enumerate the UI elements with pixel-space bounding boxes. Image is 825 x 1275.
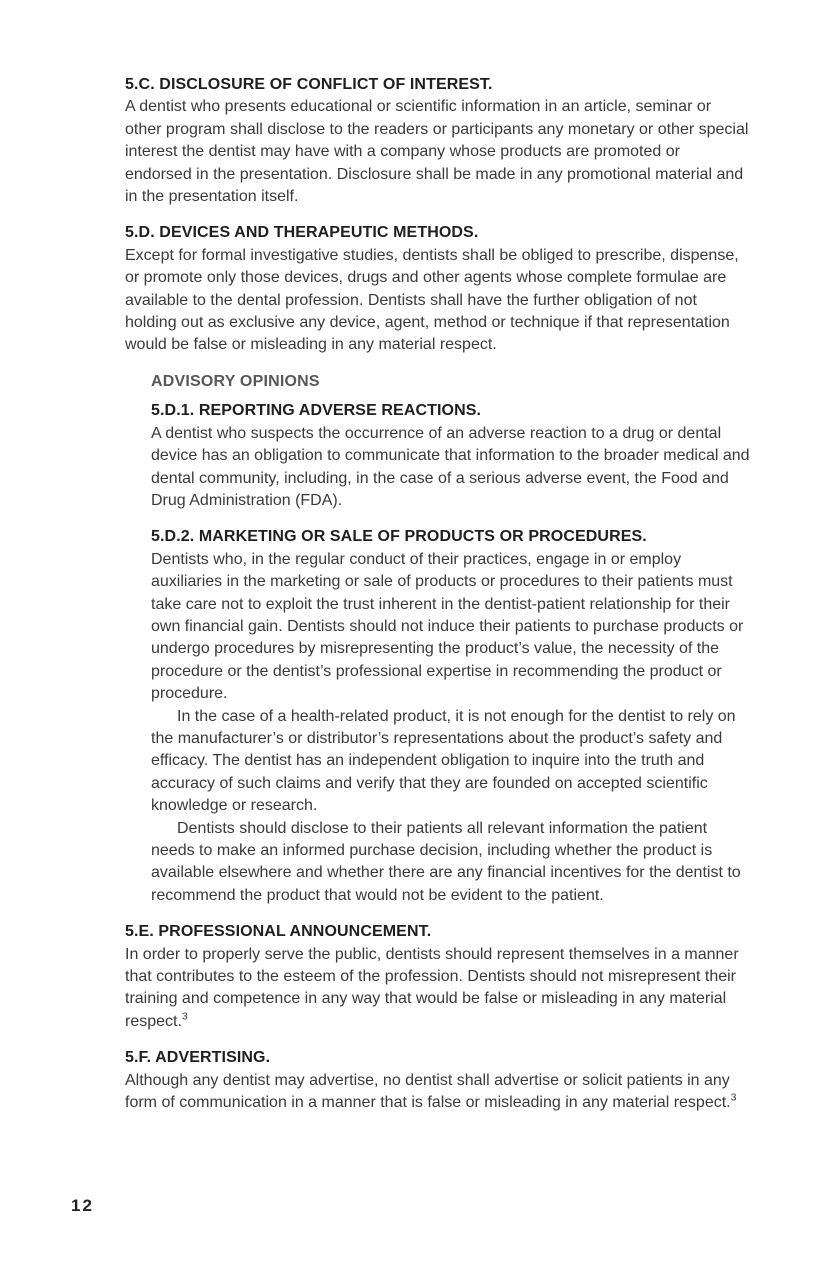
section-5e xyxy=(125,921,750,1033)
section-5e-heading: 5.E. PROFESSIONAL ANNOUNCEMENT. xyxy=(125,923,432,941)
section-5d1-heading: 5.D.1. REPORTING ADVERSE REACTIONS. xyxy=(151,402,482,420)
footnote-marker: 3 xyxy=(730,1091,737,1104)
section-5d-body: Except for formal investigative studies, dentists shall be obliged to prescribe, dispense, or promote only those devices, drugs and other agents whose complete formulae are available to the dental profession. Dentists shall have the further obligation of not holding out as exclusive any device, agent, method or technique if that representation would be false or misleading in any material respect. xyxy=(125,246,739,354)
footnote-marker: 3 xyxy=(181,1010,188,1023)
section-5e-body xyxy=(125,944,750,1034)
section-5c xyxy=(125,74,750,208)
page-number: 12 xyxy=(71,1196,94,1215)
section-5d2 xyxy=(151,526,750,907)
section-5d2-paragraph-1: Dentists who, in the regular conduct of their practices, engage in or employ auxiliaries in the marketing or sale of products or procedures to their patients must take care not to exploit the trust inherent in the dentist-patient relationship for their own financial gain. Dentists should not induce their patients to purchase products or undergo procedures by misrepresenting the product’s value, the necessity of the procedure or the dentist’s professional expertise in recommending the product or procedure. xyxy=(151,550,744,703)
section-5d2-heading: 5.D.2. MARKETING OR SALE OF PRODUCTS OR PROCEDURES. xyxy=(151,528,647,546)
section-5d1-body: A dentist who suspects the occurrence of an adverse reaction to a drug or dental device has an obligation to communicate that information to the broader medical and dental community, including, in the case of a serious adverse event, the Food and Drug Administration (FDA). xyxy=(151,424,750,509)
section-5d-heading: 5.D. DEVICES AND THERAPEUTIC METHODS. xyxy=(125,224,479,242)
section-5c-heading: 5.C. DISCLOSURE OF CONFLICT OF INTEREST. xyxy=(125,76,493,93)
section-5d2-paragraph-3: Dentists should disclose to their patients all relevant information the patient needs to make an informed purchase decision, including whether the product is available elsewhere and whether there are any financial incentives for the dentist to recommend the product that would not be evident to the patient. xyxy=(151,819,741,904)
section-5e-body-text: In order to properly serve the public, dentists should represent themselves in a manner that contributes to the esteem of the profession. Dentists should not misrepresent their training and competence in any way that would be false or misleading in any material respect. xyxy=(125,945,739,1030)
section-5f-body-text: Although any dentist may advertise, no dentist shall advertise or solicit patients in any form of communication in a manner that is false or misleading in any material respect. xyxy=(125,1071,731,1112)
section-5c-body: A dentist who presents educational or scientific information in an article, seminar or other program shall disclose to the readers or participants any monetary or other special interest the dentist may have with a company whose products are promoted or endorsed in the presentation. Disclosure shall be made in any promotional material and in the presentation itself. xyxy=(125,98,749,206)
section-5f-heading: 5.F. ADVERTISING. xyxy=(125,1049,271,1067)
section-5f xyxy=(125,1047,750,1114)
page-content xyxy=(125,74,750,1128)
section-5d2-paragraph-2: In the case of a health-related product, it is not enough for the dentist to rely on the manufacturer’s or distributor’s representations about the product’s safety and efficacy. The dentist has an independent obligation to inquire into the truth and accuracy of such claims and verify that they are founded on accepted scientific knowledge or research. xyxy=(151,707,736,815)
section-5d xyxy=(125,222,750,356)
advisory-opinions-block xyxy=(151,371,750,907)
section-5d1 xyxy=(151,400,750,512)
advisory-opinions-label: ADVISORY OPINIONS xyxy=(151,372,320,390)
section-5f-body xyxy=(125,1070,750,1115)
